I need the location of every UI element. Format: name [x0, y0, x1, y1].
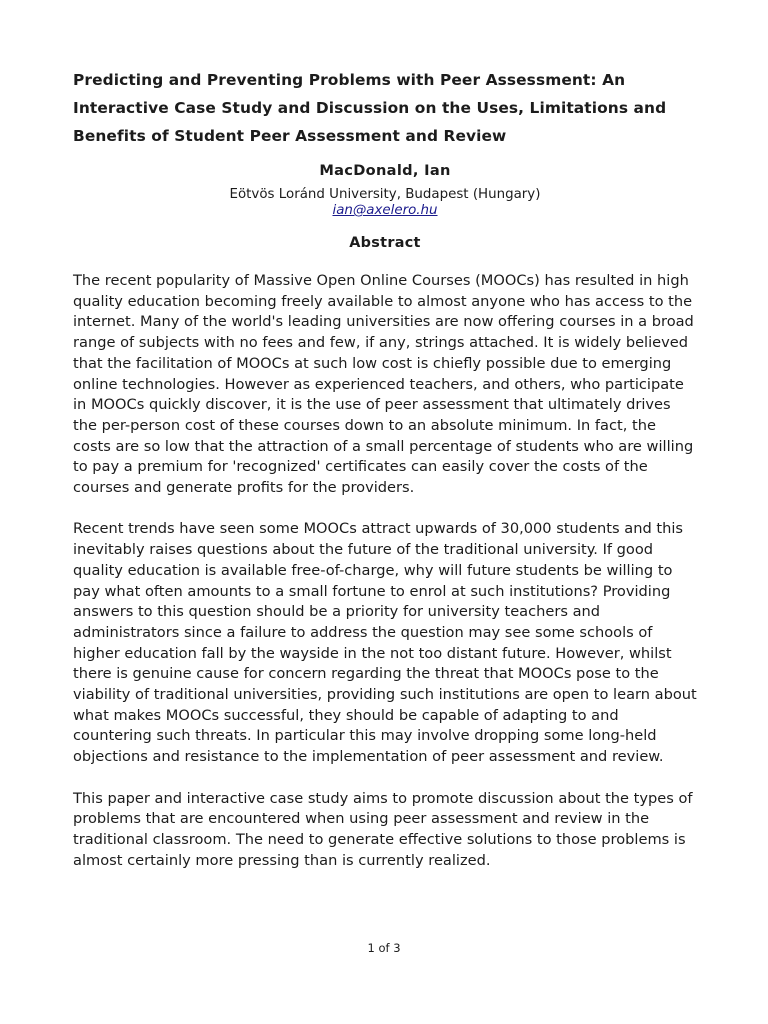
paper-page	[73, 66, 697, 871]
abstract-paragraph-2: Recent trends have seen some MOOCs attract upwards of 30,000 students and this inevitably raises questions about the future of the traditional university. If good quality education is available free-of-charge, why will future students be willing to pay what often amounts to a small fortune to enrol at such institutions? Providing answers to this question should be a priority for university teachers and administrators since a failure to address the question may see some schools of higher education fall by the wayside in the not too distant future. However, whilst there is genuine cause for concern regarding the threat that MOOCs pose to the viability of traditional universities, providing such institutions are open to learn about what makes MOOCs successful, they should be capable of adapting to and countering such threats. In particular this may involve dropping some long-held objections and resistance to the implementation of peer assessment and review.	[73, 520, 697, 766]
abstract-paragraph-3: This paper and interactive case study aims to promote discussion about the types of problems that are encountered when using peer assessment and review in the traditional classroom. The need to generate effective solutions to those problems is almost certainly more pressing than is currently realized.	[73, 789, 693, 869]
abstract-paragraph-1: The recent popularity of Massive Open Online Courses (MOOCs) has resulted in high quality education becoming freely available to almost anyone who has access to the internet. Many of the world's leading universities are now offering courses in a broad range of subjects with no fees and few, if any, strings attached. It is widely believed that the facilitation of MOOCs at such low cost is chiefly possible due to emerging online technologies. However as experienced teachers, and others, who participate in MOOCs quickly discover, it is the use of peer assessment that ultimately drives the per-person cost of these courses down to an absolute minimum. In fact, the costs are so low that the attraction of a small percentage of students who are willing to pay a premium for 'recognized' certificates can easily cover the costs of the courses and generate profits for the providers.	[73, 272, 694, 497]
author-name: MacDonald, Ian	[319, 162, 451, 179]
author-email-link[interactable]: ian@axelero.hu	[332, 203, 438, 218]
page-number: 1 of 3	[367, 941, 401, 955]
paper-title: Predicting and Preventing Problems with Peer Assessment: An Interactive Case Study and Discussion on the Uses, Limitations and Benefits of Student Peer Assessment and Review	[73, 71, 667, 145]
author-affiliation: Eötvös Loránd University, Budapest (Hungary)	[229, 187, 541, 202]
abstract-heading: Abstract	[349, 235, 421, 251]
